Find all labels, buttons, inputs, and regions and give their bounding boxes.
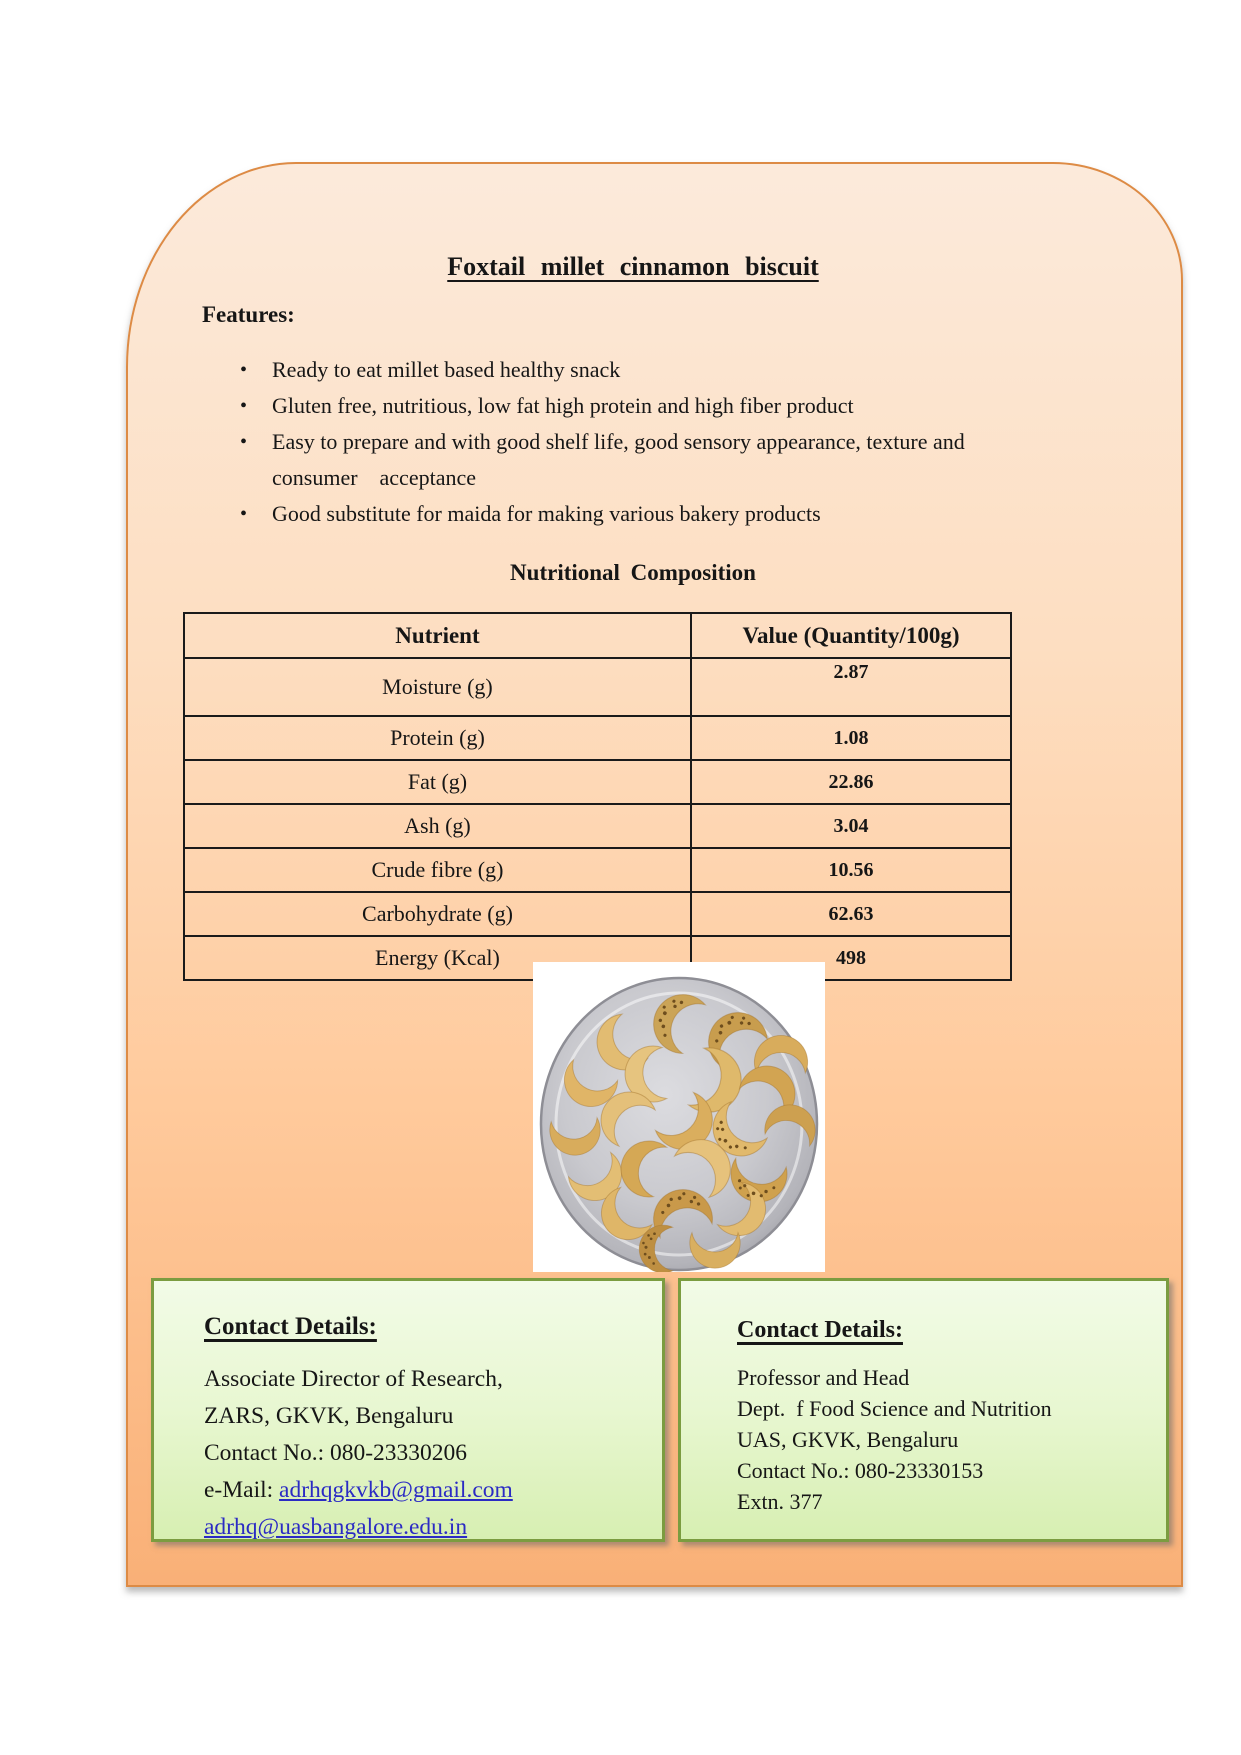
value-cell: 22.86 (691, 760, 1011, 804)
value-cell: 1.08 (691, 716, 1011, 760)
value-cell: 62.63 (691, 892, 1011, 936)
contact-line: Contact No.: 080-23330153 (737, 1458, 984, 1483)
contact-line: Extn. 377 (737, 1489, 823, 1514)
feature-text: Good substitute for maida for making various bakery products (272, 501, 821, 526)
feature-text-line2: consumer acceptance (272, 465, 476, 490)
features-heading: Features: (202, 302, 295, 327)
contact-right-title: Contact Details: (737, 1317, 903, 1343)
features-list (240, 352, 1040, 532)
contact-line: Associate Director of Research, (204, 1366, 503, 1392)
nutrient-cell: Ash (g) (184, 804, 691, 848)
contact-line: Professor and Head (737, 1365, 910, 1390)
document-card (126, 162, 1183, 1587)
feature-text-line1: Easy to prepare and with good shelf life, good sensory appearance, texture and (272, 429, 965, 454)
page-title: Foxtail millet cinnamon biscuit (447, 252, 819, 281)
feature-text: Gluten free, nutritious, low fat high protein and high fiber product (272, 393, 854, 418)
nutrient-cell: Protein (g) (184, 716, 691, 760)
value-cell: 2.87 (691, 658, 1011, 716)
nutrition-heading: Nutritional Composition (510, 560, 756, 585)
feature-item (240, 496, 1040, 532)
contact-line: Contact No.: 080-23330206 (204, 1440, 468, 1466)
contact-line: ZARS, GKVK, Bengaluru (204, 1403, 454, 1429)
email-link-gmail[interactable]: adrhqgkvkb@gmail.com (279, 1477, 513, 1503)
feature-item (240, 424, 1040, 496)
feature-text: Ready to eat millet based healthy snack (272, 357, 621, 382)
biscuit-plate-illustration (533, 962, 825, 1272)
email-label: e-Mail: (204, 1477, 280, 1503)
nutrient-cell: Carbohydrate (g) (184, 892, 691, 936)
bullet-icon: • (240, 395, 248, 417)
table-row (184, 848, 1011, 892)
contact-email-line (204, 1472, 644, 1509)
feature-item (240, 352, 1040, 388)
table-row (184, 760, 1011, 804)
nutrient-cell: Energy (Kcal) (184, 936, 691, 980)
feature-item (240, 388, 1040, 424)
contact-box-left (151, 1278, 665, 1542)
value-cell: 10.56 (691, 848, 1011, 892)
contact-line: UAS, GKVK, Bengaluru (737, 1427, 959, 1452)
email-link-uas[interactable]: adrhq@uasbangalore.edu.in (204, 1514, 468, 1540)
contact-box-right (678, 1278, 1169, 1542)
table-row (184, 804, 1011, 848)
table-row (184, 658, 1011, 716)
contact-right-lines (737, 1362, 1152, 1517)
table-header-value: Value (Quantity/100g) (691, 613, 1011, 658)
value-cell: 3.04 (691, 804, 1011, 848)
biscuit-photo (533, 962, 825, 1272)
bullet-icon: • (240, 431, 248, 453)
table-header-row (184, 613, 1011, 658)
bullet-icon: • (240, 359, 248, 381)
nutrition-table (183, 612, 1012, 981)
contact-left-lines (204, 1361, 644, 1546)
feature-text (272, 424, 965, 496)
nutrient-cell: Fat (g) (184, 760, 691, 804)
table-header-nutrient: Nutrient (184, 613, 691, 658)
nutrient-cell: Crude fibre (g) (184, 848, 691, 892)
table-row (184, 716, 1011, 760)
contact-left-title: Contact Details: (204, 1313, 377, 1340)
value-cell: 498 (691, 936, 1011, 980)
table-row (184, 892, 1011, 936)
nutrient-cell: Moisture (g) (184, 658, 691, 716)
contact-line: Dept. f Food Science and Nutrition (737, 1396, 1052, 1421)
bullet-icon: • (240, 503, 248, 525)
contact-email-line2 (204, 1509, 644, 1546)
